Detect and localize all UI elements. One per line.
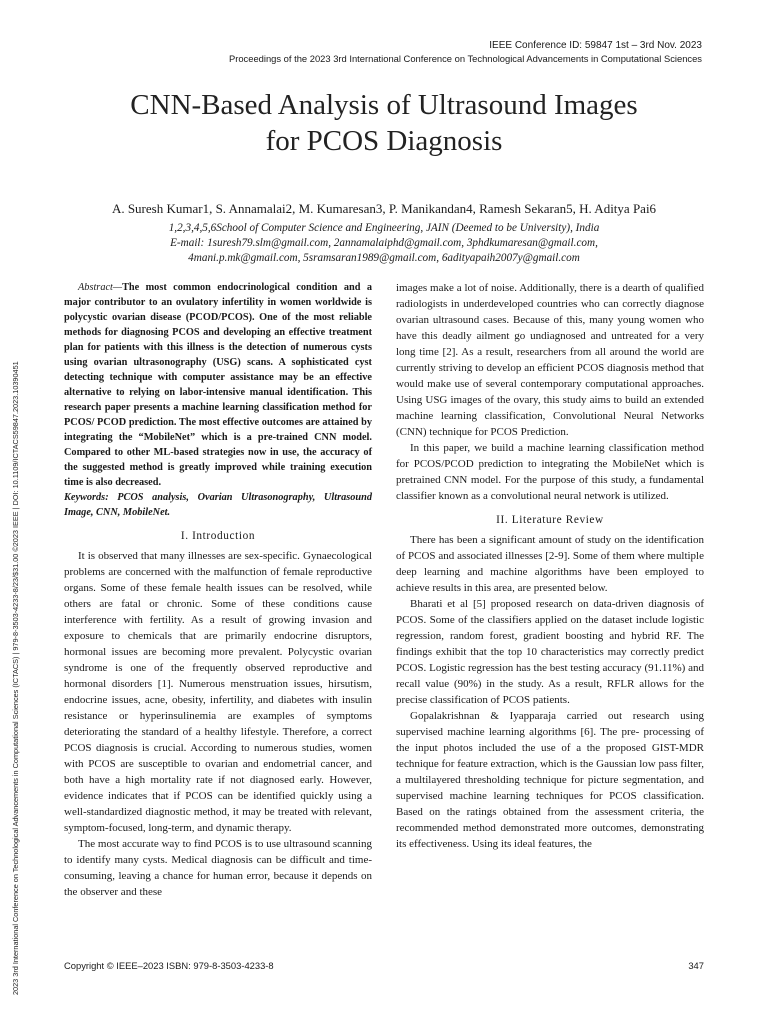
left-column bbox=[64, 280, 372, 900]
intro-paragraph-4: In this paper, we build a machine learning classification method for PCOS/PCOD prediction to integrating the MobileNet which is pretrained CNN model. For the purpose of this study, a fundamental classifier known as a convolutional neural network is utilized. bbox=[396, 442, 704, 502]
right-column bbox=[396, 280, 704, 852]
literature-paragraph-1: There has been a significant amount of study on the identification of PCOS and associated illnesses [2-9]. Some of them where multiple deep learning and machine algorithms have been employed to achieve results in this area, are presented below. bbox=[396, 534, 704, 594]
section-heading-introduction: I. Introduction bbox=[180, 530, 256, 542]
abstract bbox=[64, 280, 372, 490]
conference-id-header: IEEE Conference ID: 59847 1st – 3rd Nov. 2023 bbox=[489, 40, 702, 51]
email-line-1: E-mail: 1suresh79.slm@gmail.com, 2annamalaiphd@gmail.com, 3phdkumaresan@gmail.com, bbox=[170, 237, 598, 249]
abstract-body: The most common endocrinological condition and a major contributor to an ovulatory infertility in women worldwide is polycystic ovarian disease (PCOD/PCOS). One of the most reliable methods for diagnosing PCOS and developing an effective treatment plan for patients with this illness is the detection of numerous cysts using ovarian ultrasonography (USG) scans. A sophisticated cyst detecting technique with computer assistance may be an effective alternative to relying on labor-intensive manual identification. This research paper presents a machine learning classification method for PCOS/ PCOD prediction. The most effective outcomes are attained by integrating the “MobileNet” which is a pre-trained CNN model. Compared to other ML-based strategies now in use, the accuracy of the suggested method is greatly improved while training execution time is also decreased. bbox=[64, 282, 372, 488]
proceedings-header: Proceedings of the 2023 3rd International Conference on Technological Advancements in Computational Sciences bbox=[228, 53, 702, 64]
intro-paragraph-3: images make a lot of noise. Additionally, there is a dearth of qualified radiologists in underdeveloped countries who can correctly diagnose ovarian ultrasound cases. Because of this, many young women who have this deadly ailment go undiagnosed and untreated for a very long time [2]. As a result, researchers from all around the world are currently striving to develop an efficient PCOS diagnosis method that would make use of several contemporary computational approaches. Using USG images of the ovary, this study aims to build an extended machine learning classification, Convolutional Neural Networks (CNN) technique for PCOS Prediction. bbox=[396, 282, 704, 438]
literature-paragraph-3: Gopalakrishnan & Iyapparaja carried out research using supervised machine learning algorithms [6]. The pre- processing of the input photos included the use of a the proposed GIST-MDR technique for feature extraction, which is the Gaussian low pass filter, a multilayered thresholding technique for picture segmentation, and supervised machine learning techniques for PCOS classification. Based on the ratings obtained from the assessment criteria, the recommended method demonstrated more outcomes, demonstrating its effectiveness. Using its ideal features, the bbox=[396, 710, 704, 850]
title-line-2: for PCOS Diagnosis bbox=[265, 125, 503, 157]
doi-sidebar: 2023 3rd International Conference on Technological Advancements in Computational Sciences (ICTACS) | 979-8-3503-4233-8/23/$31.00 ©2023 IEEE | DOI: 10.1109/ICTACS59847.2023.10390451 bbox=[11, 361, 20, 995]
title-line-1: CNN-Based Analysis of Ultrasound Images bbox=[130, 89, 638, 121]
affiliation: 1,2,3,4,5,6School of Computer Science and Engineering, JAIN (Deemed to be University), India bbox=[168, 222, 600, 234]
literature-paragraph-2: Bharati et al [5] proposed research on data-driven diagnosis of PCOS. Some of the classifiers applied on the dataset include logistic regression, random forest, gradient boosting and hybrid RF. The findings exhibit that the top 10 characteristics may correctly predict PCOS. Logistic regression has the best testing accuracy (91.11%) and recall value (90%) in the study. As a result, RFLR allows for the precise classification of PCOS patients. bbox=[396, 598, 704, 706]
section-heading-literature-review: II. Literature Review bbox=[496, 514, 604, 526]
intro-paragraph-2: The most accurate way to find PCOS is to use ultrasound scanning to identify many cysts. Medical diagnosis can be difficult and time-consuming, leaving a chance for human error, because it depends on the observer and these bbox=[64, 838, 372, 898]
page-number: 347 bbox=[688, 960, 704, 971]
email-line-2: 4mani.p.mk@gmail.com, 5sramsaran1989@gmail.com, 6adityapaih2007y@gmail.com bbox=[188, 252, 580, 264]
abstract-label: Abstract— bbox=[78, 282, 123, 293]
author-list: A. Suresh Kumar1, S. Annamalai2, M. Kumaresan3, P. Manikandan4, Ramesh Sekaran5, H. Aditya Pai6 bbox=[111, 201, 657, 216]
keywords: Keywords: PCOS analysis, Ovarian Ultrasonography, Ultrasound Image, CNN, MobileNet. bbox=[64, 492, 372, 518]
intro-paragraph-1: It is observed that many illnesses are sex-specific. Gynaecological problems are concerned with the malfunction of female reproductive organs. Some of these female health issues can be resolved, while others are fatal or chronic. Some of these conditions cause interference with fertility. As a result of growing invasion and exposure to chemicals that are primarily endocrine disruptors, hormonal issues are becoming more prevalent. Polycystic ovarian syndrome is one of the frequently observed reproductive and hormonal disorders [1]. Numerous menstruation issues, hirsutism, endocrine issues, acne, obesity, infertility, and diabetes with insulin resistance or hyperinsulinemia are examples of symptoms deteriorating the standard of a healthy lifestyle. Therefore, a correct PCOS diagnosis is crucial. According to numerous studies, women with PCOS are susceptible to ovarian and endometrial cancer, and both have a high mortality rate if not diagnosed early. However, evidence indicates that if PCOS can be identified quickly using a well-standardized diagnostic method, it may be treated with relevant, symptom-focused, long-term, and dynamic therapy. bbox=[64, 550, 372, 834]
copyright-footer: Copyright © IEEE–2023 ISBN: 979-8-3503-4233-8 bbox=[64, 960, 274, 971]
paper-title bbox=[60, 87, 708, 159]
affiliation-block bbox=[40, 221, 728, 266]
